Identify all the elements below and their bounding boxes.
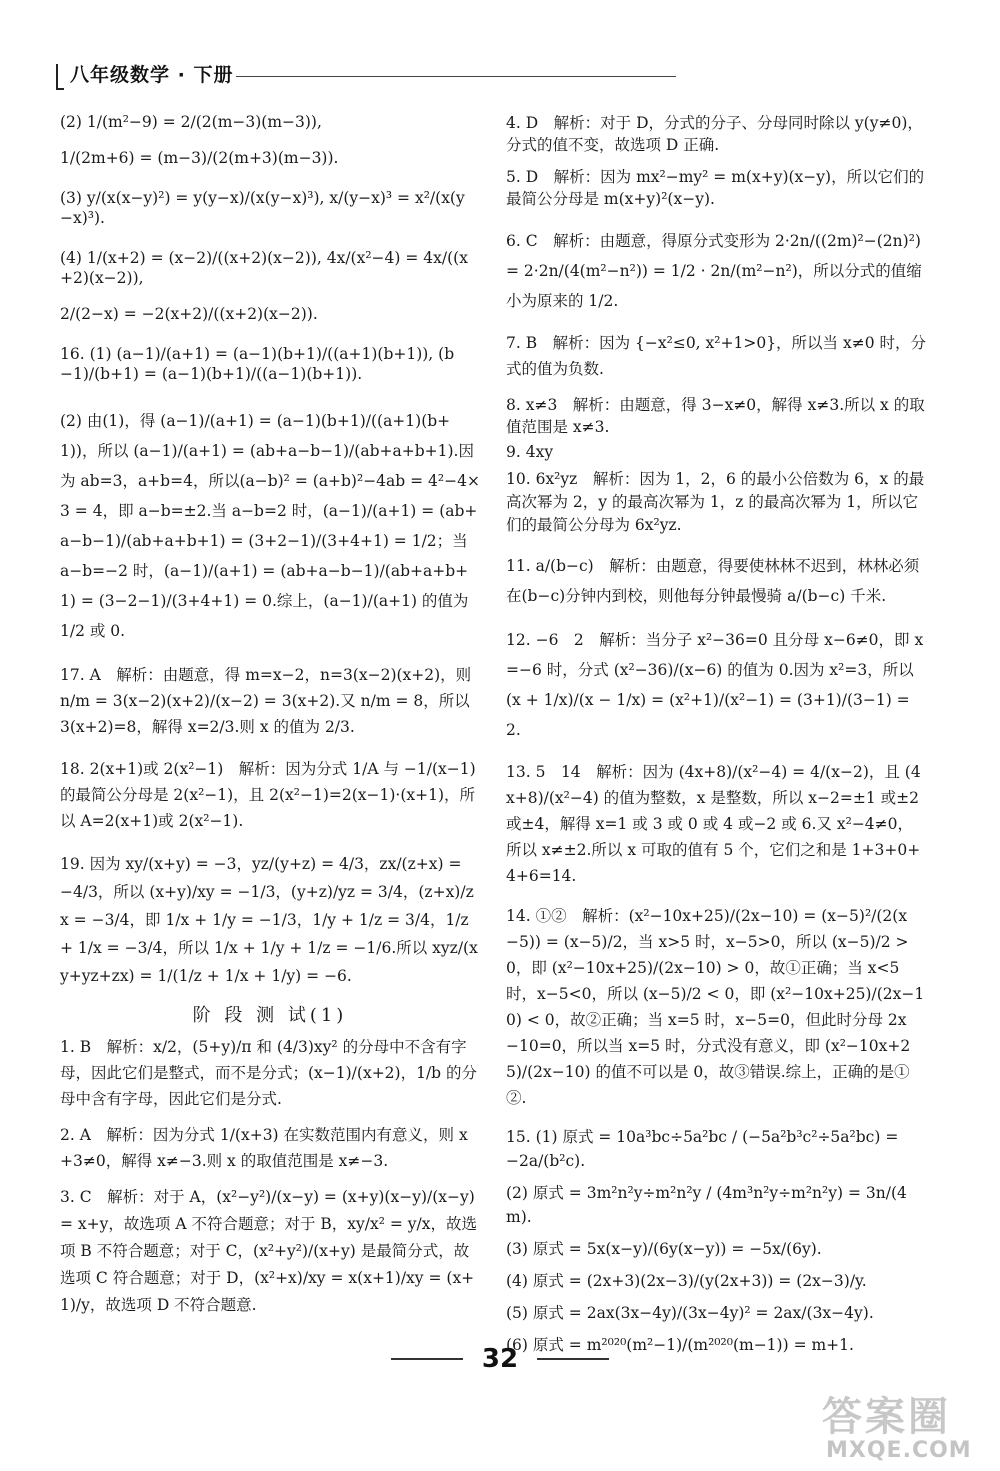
- answer-item: 1/(2m+6) = (m−3)/(2(m+3)(m−3)).: [60, 149, 339, 167]
- answer-item: 14. ①② 解析：(x²−10x+25)/(2x−10) = (x−5)²/(2(x−5)) = (x−5)/2，当 x>5 时，x−5>0，所以 (x−5)/2 > 0，即 (x²−10x+25)/(2x−10) > 0，故①正确；当 x<5 时，x−5<0，所以 (x−5)/2 < 0，即 (x²−10x+25)/(2x−10) < 0，故②正确；当 x=5 时，x−5=0，但此时分母 2x−10=0，所以当 x=5 时，分式没有意义，即 (x²−10x+25)/(2x−10) 的值不可以是 0，故③错误.综上，正确的是①②.: [506, 907, 925, 1107]
- answer-item: 13. 5 14 解析：因为 (4x+8)/(x²−4) = 4/(x−2)，且 (4x+8)/(x²−4) 的值为整数，x 是整数，所以 x−2=±1 或±2 或±4，解得 x=1 或 3 或 0 或 4 或−2 或 6.又 x²−4≠0，所以 x≠±2.所以 x 可取的值有 5 个，它们之和是 1+3+0+4+6=14.: [506, 763, 924, 885]
- header-title: 八年级数学 · 下册: [70, 64, 234, 86]
- answer-item: (2) 由(1)，得 (a−1)/(a+1) = (a−1)(b+1)/((a+1)(b+1))，所以 (a−1)/(a+1) = (ab+a−b−1)/(ab+a+b+1).因为 ab=3，a+b=4，所以(a−b)² = (a+b)²−4ab = 4²−4×3 = 4，即 a−b=±2.当 a−b=2 时，(a−1)/(a+1) = (ab+a−b−1)/(ab+a+b+1) = (3+2−1)/(3+4+1) = 1/2；当 a−b=−2 时，(a−1)/(a+1) = (ab+a−b−1)/(ab+a+b+1) = (3−2−1)/(3+4+1) = 0.综上，(a−1)/(a+1) 的值为 1/2 或 0.: [60, 412, 480, 640]
- answer-item: (2) 1/(m²−9) = 2/(2(m−3)(m−3)),: [60, 113, 322, 131]
- left-column: [60, 112, 480, 1319]
- answer-item: 8. x≠3 解析：由题意，得 3−x≠0，解得 x≠3.所以 x 的取值范围是 x≠3.: [506, 396, 925, 436]
- answer-item: 2. A 解析：因为分式 1/(x+3) 在实数范围内有意义，则 x+3≠0，解得 x≠−3.则 x 的取值范围是 x≠−3.: [60, 1126, 468, 1170]
- answer-item: 2/(2−x) = −2(x+2)/((x+2)(x−2)).: [60, 305, 318, 323]
- answer-item: (6) 原式 = m²⁰²⁰(m²−1)/(m²⁰²⁰(m−1)) = m+1.: [506, 1336, 854, 1354]
- answer-item: (3) y/(x(x−y)²) = y(y−x)/(x(y−x)³), x/(y−x)³ = x²/(x(y−x)³).: [60, 189, 465, 227]
- answer-item: (2) 原式 = 3m²n²y÷m²n²y / (4m³n²y÷m²n²y) = 3n/(4m).: [506, 1184, 907, 1226]
- answer-item: 7. B 解析：因为 {−x²≤0, x²+1>0}，所以当 x≠0 时，分式的值为负数.: [506, 334, 926, 378]
- answer-item: 9. 4xy: [506, 443, 554, 461]
- answer-item: 17. A 解析：由题意，得 m=x−2，n=3(x−2)(x+2)，则 n/m = 3(x−2)(x+2)/(x−2) = 3(x+2).又 n/m = 8，所以 3(x+2)=8，解得 x=2/3.则 x 的值为 2/3.: [60, 666, 477, 736]
- answer-item: (4) 1/(x+2) = (x−2)/((x+2)(x−2)), 4x/(x²−4) = 4x/((x+2)(x−2)),: [60, 249, 468, 287]
- watermark-url: MXQE.COM: [826, 1438, 972, 1463]
- answer-item: 12. −6 2 解析：当分子 x²−36=0 且分母 x−6≠0，即 x=−6 时，分式 (x²−36)/(x−6) 的值为 0.因为 x²=3，所以 (x + 1/x)/(x − 1/x) = (x²+1)/(x²−1) = (3+1)/(3−1) = 2.: [506, 631, 924, 739]
- footer-line-left: [391, 1358, 463, 1360]
- header-bracket: [56, 64, 64, 90]
- header-rule: [236, 76, 676, 77]
- answer-item: (4) 原式 = (2x+3)(2x−3)/(y(2x+3)) = (2x−3)/y.: [506, 1272, 867, 1290]
- page-number-footer: [0, 1344, 1000, 1374]
- section-title: 阶 段 测 试(1): [192, 1005, 348, 1026]
- answer-item: 11. a/(b−c) 解析：由题意，得要使林林不迟到，林林必须在(b−c)分钟内到校，则他每分钟最慢骑 a/(b−c) 千米.: [506, 557, 920, 605]
- answer-item: 3. C 解析：对于 A，(x²−y²)/(x−y) = (x+y)(x−y)/(x−y) = x+y，故选项 A 不符合题意；对于 B，xy/x² = y/x，故选项 B 不符合题意；对于 C，(x²+y²)/(x+y) 是最简分式，故选项 C 符合题意；对于 D，(x²+x)/xy = x(x+1)/xy = (x+1)/y，故选项 D 不符合题意.: [60, 1188, 480, 1314]
- answer-item: (3) 原式 = 5x(x−y)/(6y(x−y)) = −5x/(6y).: [506, 1240, 822, 1258]
- answer-item: 4. D 解析：对于 D，分式的分子、分母同时除以 y(y≠0)，分式的值不变，故选项 D 正确.: [506, 114, 923, 154]
- answer-item: 15. (1) 原式 = 10a³bc÷5a²bc / (−5a²b³c²÷5a²bc) = −2a/(b²c).: [506, 1128, 904, 1170]
- page-number: 32: [481, 1344, 519, 1374]
- footer-line-right: [537, 1358, 609, 1360]
- answer-item: 19. 因为 xy/(x+y) = −3，yz/(y+z) = 4/3，zx/(z+x) = −4/3，所以 (x+y)/xy = −1/3，(y+z)/yz = 3/4，(z+x)/zx = −3/4，即 1/x + 1/y = −1/3，1/y + 1/z = 3/4，1/z + 1/x = −3/4，所以 1/x + 1/y + 1/z = −1/6.所以 xyz/(xy+yz+zx) = 1/(1/z + 1/x + 1/y) = −6.: [60, 855, 478, 985]
- answer-item: 16. (1) (a−1)/(a+1) = (a−1)(b+1)/((a+1)(b+1)), (b−1)/(b+1) = (a−1)(b+1)/((a−1)(b+1)).: [60, 345, 455, 383]
- page-header: [56, 58, 636, 98]
- right-column: [506, 112, 926, 1357]
- answer-item: (5) 原式 = 2ax(3x−4y)/(3x−4y)² = 2ax/(3x−4y).: [506, 1304, 874, 1322]
- answer-item: 10. 6x²yz 解析：因为 1，2，6 的最小公倍数为 6，x 的最高次幂为 2，y 的最高次幂为 1，z 的最高次幂为 1，所以它们的最简公分母为 6x²yz.: [506, 470, 925, 534]
- answer-item: 5. D 解析：因为 mx²−my² = m(x+y)(x−y)，所以它们的最简公分母是 m(x+y)²(x−y).: [506, 168, 925, 208]
- watermark-logo: 答案圈: [822, 1394, 951, 1440]
- answer-item: 18. 2(x+1)或 2(x²−1) 解析：因为分式 1/A 与 −1/(x−1) 的最简公分母是 2(x²−1)，且 2(x²−1)=2(x−1)·(x+1)，所以 A=2(x+1)或 2(x²−1).: [60, 760, 481, 830]
- answer-item: 6. C 解析：由题意，得原分式变形为 2·2n/((2m)²−(2n)²) = 2·2n/(4(m²−n²)) = 1/2 · 2n/(m²−n²)，所以分式的值缩小为原来的 1/2.: [506, 232, 926, 310]
- answer-item: 1. B 解析：x/2，(5+y)/π 和 (4/3)xy² 的分母中不含有字母，因此它们是整式，而不是分式；(x−1)/(x+2)，1/b 的分母中含有字母，因此它们是分式.: [60, 1038, 478, 1108]
